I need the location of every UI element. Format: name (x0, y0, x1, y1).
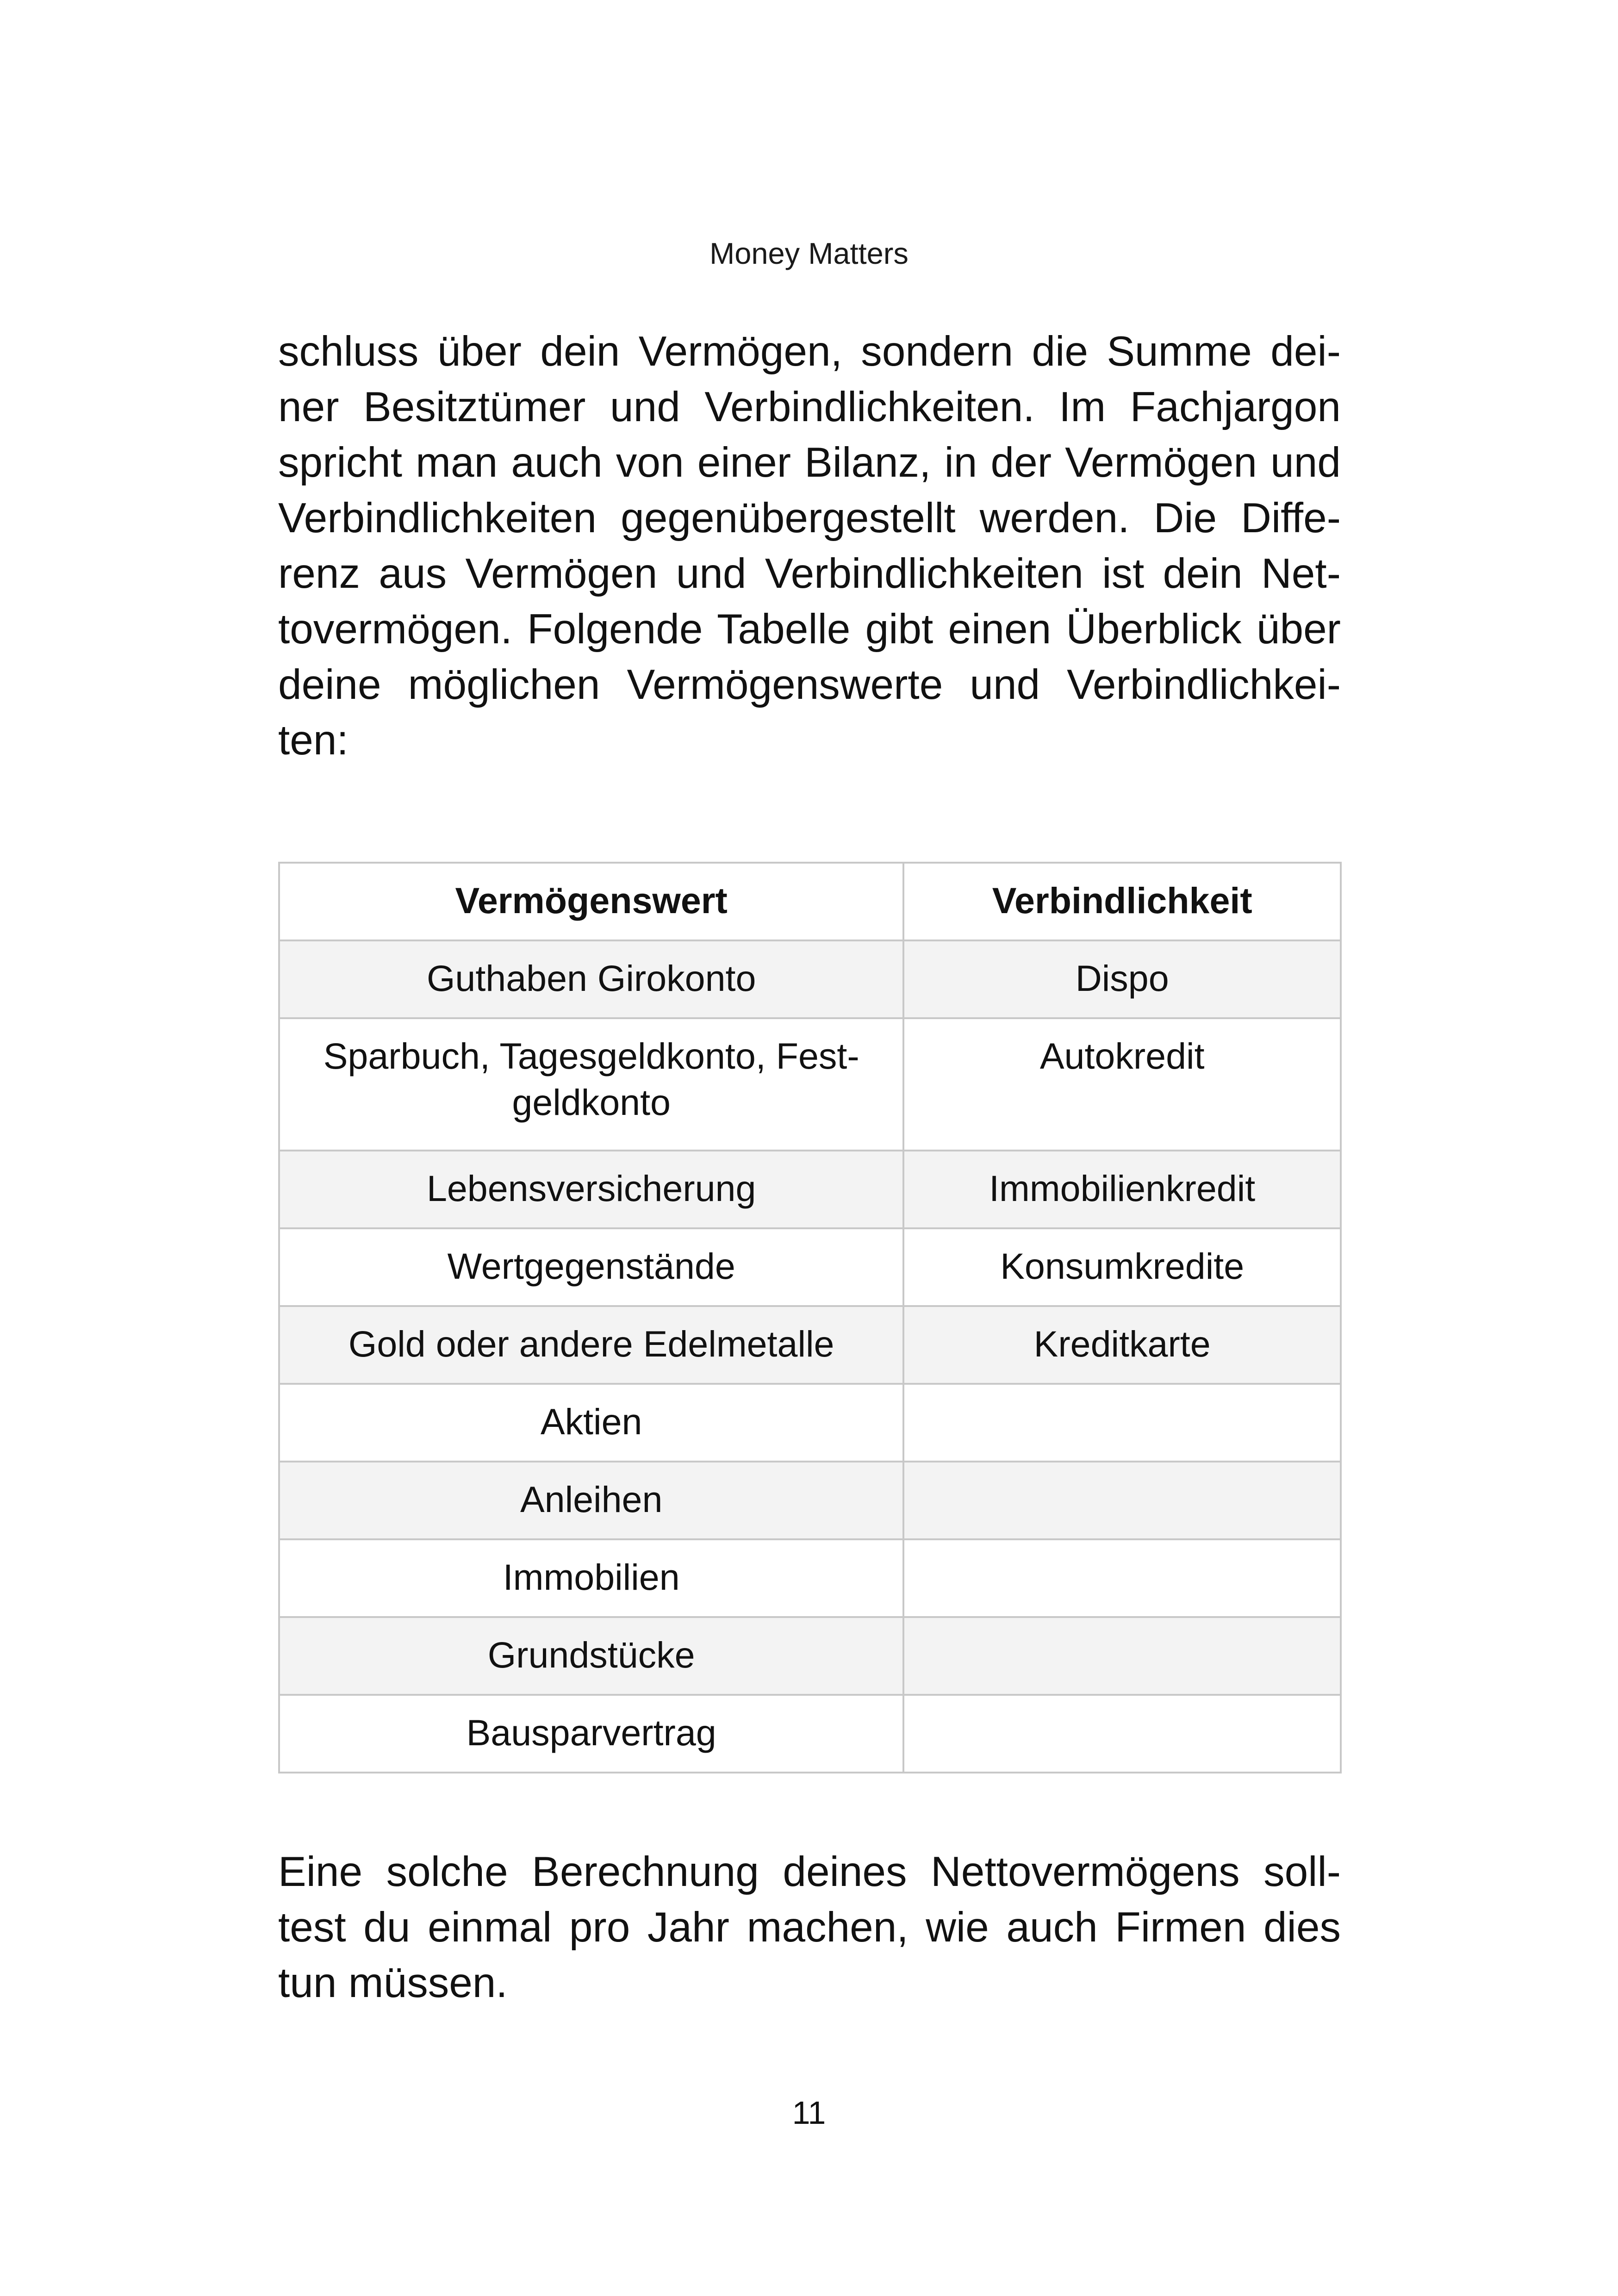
asset-cell: Lebensversicherung (279, 1151, 903, 1228)
table-row (279, 1384, 1341, 1462)
table-header-row (279, 863, 1341, 940)
text-line: test du einmal pro Jahr machen, wie auch Firmen dies (278, 1904, 1341, 1951)
liability-cell: Autokredit (903, 1018, 1341, 1151)
asset-cell: Aktien (279, 1384, 903, 1462)
table-row (279, 1617, 1341, 1695)
table-row (279, 1018, 1341, 1151)
liability-cell: Konsumkredite (903, 1228, 1341, 1306)
asset-cell: Gold oder andere Edelmetalle (279, 1306, 903, 1384)
table-row (279, 1462, 1341, 1539)
text-line: schluss über dein Vermögen, sondern die Summe dei- (278, 328, 1341, 375)
asset-cell-line: geldkonto (512, 1082, 671, 1123)
asset-cell: Grundstücke (279, 1617, 903, 1695)
text-line: Verbindlichkeiten gegenübergestellt werden. Die Diffe- (278, 495, 1341, 541)
assets-liabilities-table (278, 862, 1342, 1773)
page-number: 11 (792, 2095, 826, 2131)
liability-cell (903, 1384, 1341, 1462)
table-row (279, 1539, 1341, 1617)
text-line: deine möglichen Vermögenswerte und Verbindlichkei- (278, 661, 1341, 708)
asset-cell: Guthaben Girokonto (279, 940, 903, 1018)
liability-cell (903, 1617, 1341, 1695)
text-line: tovermögen. Folgende Tabelle gibt einen Überblick über (278, 606, 1341, 653)
running-header: Money Matters (709, 236, 909, 270)
table-row (279, 1695, 1341, 1773)
column-header-liabilities: Verbindlichkeit (903, 863, 1341, 940)
text-line: tun müssen. (278, 1960, 508, 2006)
asset-cell: Immobilien (279, 1539, 903, 1617)
text-line: renz aus Vermögen und Verbindlichkeiten ist dein Net- (278, 550, 1341, 597)
table-row (279, 940, 1341, 1018)
table-row (279, 1306, 1341, 1384)
liability-cell: Immobilienkredit (903, 1151, 1341, 1228)
closing-paragraph (278, 1844, 1341, 2011)
asset-cell: Wertgegenstände (279, 1228, 903, 1306)
text-line: Eine solche Berechnung deines Nettovermögens soll- (278, 1848, 1341, 1895)
asset-cell: Bausparvertrag (279, 1695, 903, 1773)
asset-cell (279, 1018, 903, 1151)
text-line: ten: (278, 717, 348, 764)
asset-cell: Anleihen (279, 1462, 903, 1539)
liability-cell (903, 1695, 1341, 1773)
text-line: ner Besitztümer und Verbindlichkeiten. Im Fachjargon (278, 384, 1341, 430)
intro-paragraph (278, 324, 1341, 768)
column-header-assets: Vermögenswert (279, 863, 903, 940)
table-row (279, 1151, 1341, 1228)
asset-cell-line: Sparbuch, Tagesgeldkonto, Fest- (323, 1035, 859, 1076)
liability-cell: Dispo (903, 940, 1341, 1018)
liability-cell (903, 1539, 1341, 1617)
table-row (279, 1228, 1341, 1306)
liability-cell (903, 1462, 1341, 1539)
liability-cell: Kreditkarte (903, 1306, 1341, 1384)
text-line: spricht man auch von einer Bilanz, in der Vermögen und (278, 439, 1341, 486)
